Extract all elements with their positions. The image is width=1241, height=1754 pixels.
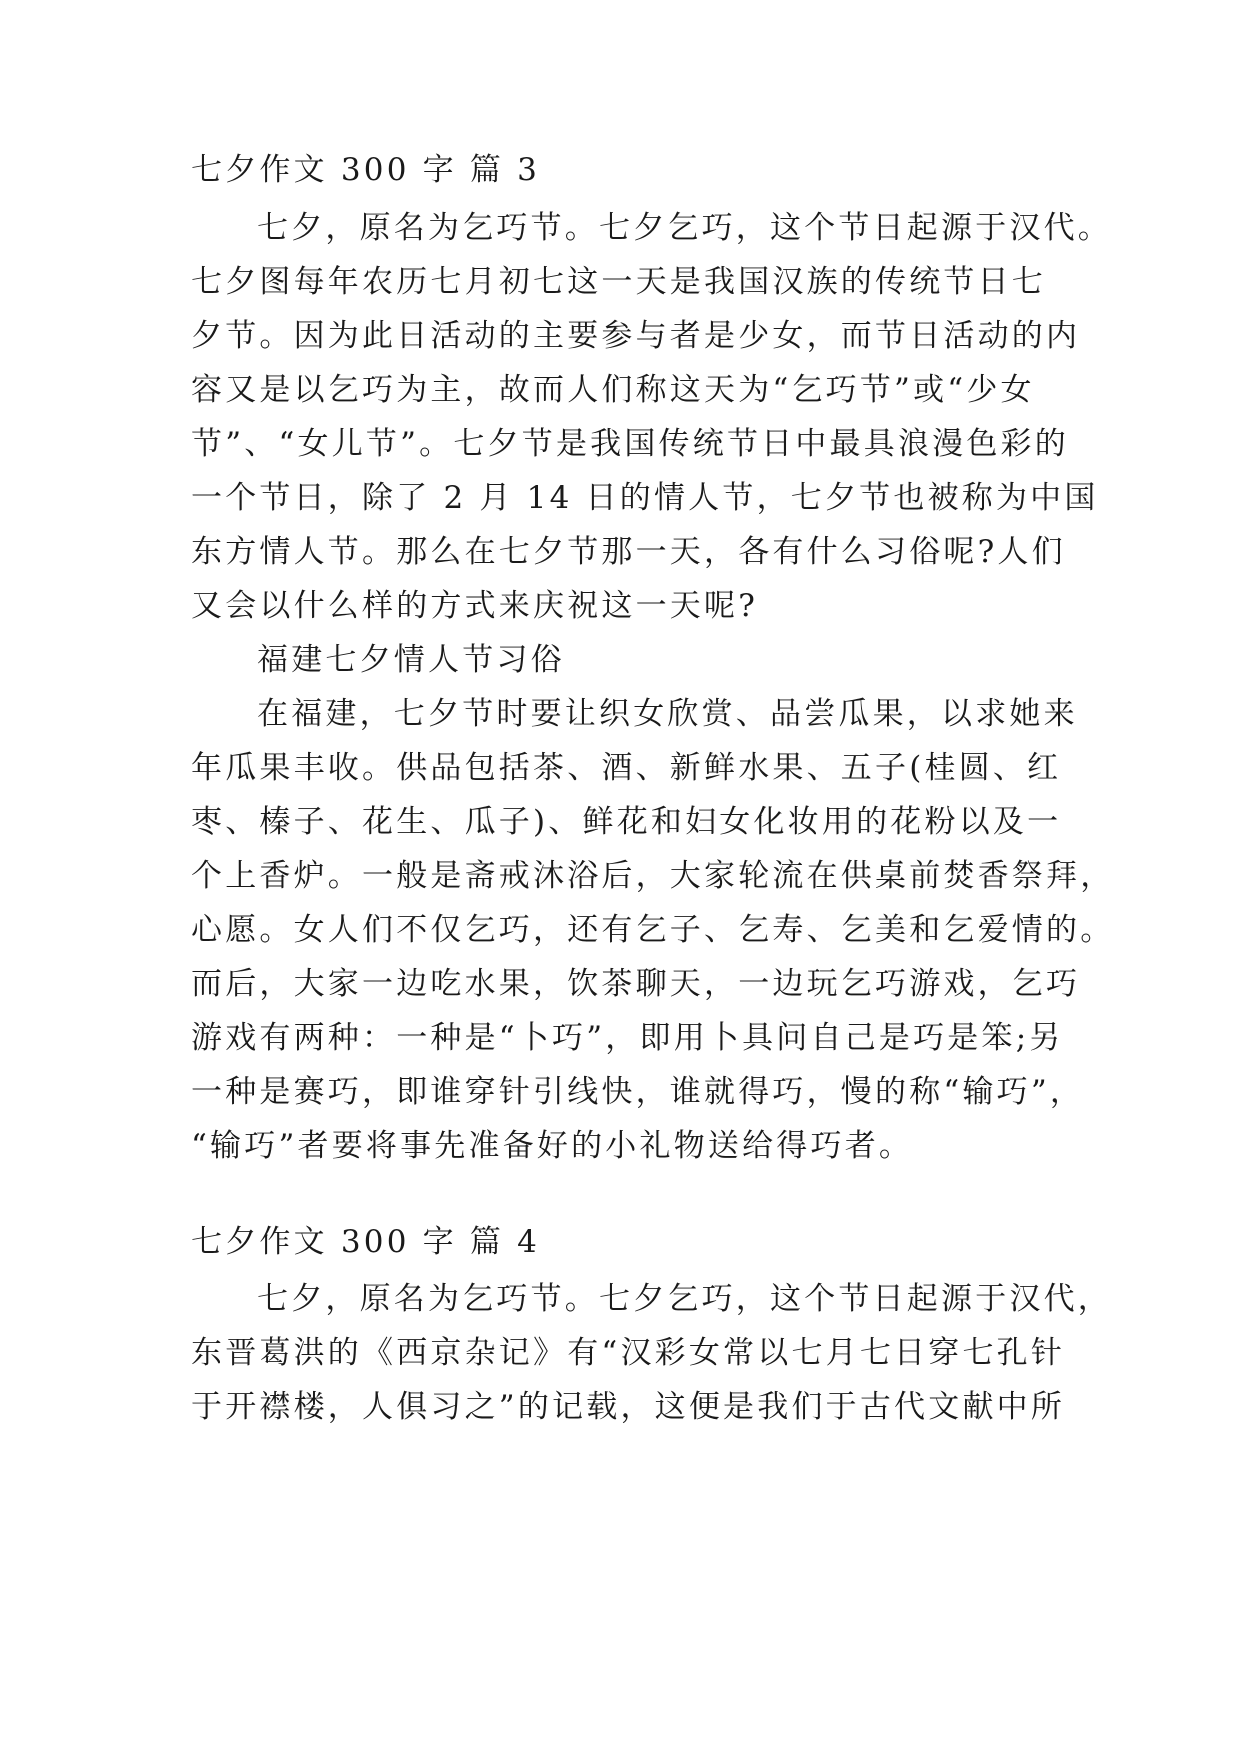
paragraph-line: 在福建，七夕节时要让织女欣赏、品尝瓜果，以求她来 — [257, 696, 1078, 732]
paragraph-line: 七夕图每年农历七月初七这一天是我国汉族的传统节日七 — [191, 264, 1046, 300]
paragraph-line: 心愿。女人们不仅乞巧，还有乞子、乞寿、乞美和乞爱情的。 — [191, 912, 1115, 948]
paragraph-line: 东方情人节。那么在七夕节那一天，各有什么习俗呢?人们 — [191, 534, 1066, 570]
paragraph-line: 一个节日，除了 2 月 14 日的情人节，七夕节也被称为中国 — [191, 480, 1099, 516]
paragraph-line: 七夕，原名为乞巧节。七夕乞巧，这个节日起源于汉代， — [257, 1281, 1112, 1317]
paragraph-line: 夕节。因为此日活动的主要参与者是少女，而节日活动的内 — [191, 318, 1081, 354]
paragraph-line: 游戏有两种：一种是“卜巧”，即用卜具问自己是巧是笨;另 — [191, 1020, 1064, 1056]
paragraph-line: 节”、“女儿节”。七夕节是我国传统节日中最具浪漫色彩的 — [191, 426, 1069, 462]
paragraph-line: 于开襟楼，人俱习之”的记载，这便是我们于古代文献中所 — [191, 1389, 1066, 1425]
paragraph-line: 而后，大家一边吃水果，饮茶聊天，一边玩乞巧游戏，乞巧 — [191, 966, 1081, 1002]
subheading: 福建七夕情人节习俗 — [257, 642, 565, 678]
section-heading: 七夕作文 300 字 篇 4 — [191, 1224, 541, 1260]
paragraph-line: 东晋葛洪的《西京杂记》有“汉彩女常以七月七日穿七孔针 — [191, 1335, 1066, 1371]
paragraph-line: 个上香炉。一般是斋戒沐浴后，大家轮流在供桌前焚香祭拜， — [191, 858, 1115, 894]
paragraph-line: 年瓜果丰收。供品包括茶、酒、新鲜水果、五子(桂圆、红 — [191, 750, 1062, 786]
paragraph-line: 容又是以乞巧为主，故而人们称这天为“乞巧节”或“少女 — [191, 372, 1035, 408]
paragraph-line: 又会以什么样的方式来庆祝这一天呢? — [191, 588, 759, 624]
paragraph-line: 一种是赛巧，即谁穿针引线快，谁就得巧，慢的称“输巧”， — [191, 1074, 1085, 1110]
section-heading: 七夕作文 300 字 篇 3 — [191, 152, 541, 188]
paragraph-line: 枣、榛子、花生、瓜子)、鲜花和妇女化妆用的花粉以及一 — [191, 804, 1062, 840]
paragraph-line: 七夕，原名为乞巧节。七夕乞巧，这个节日起源于汉代。 — [257, 210, 1112, 246]
paragraph-line: “输巧”者要将事先准备好的小礼物送给得巧者。 — [191, 1128, 914, 1164]
